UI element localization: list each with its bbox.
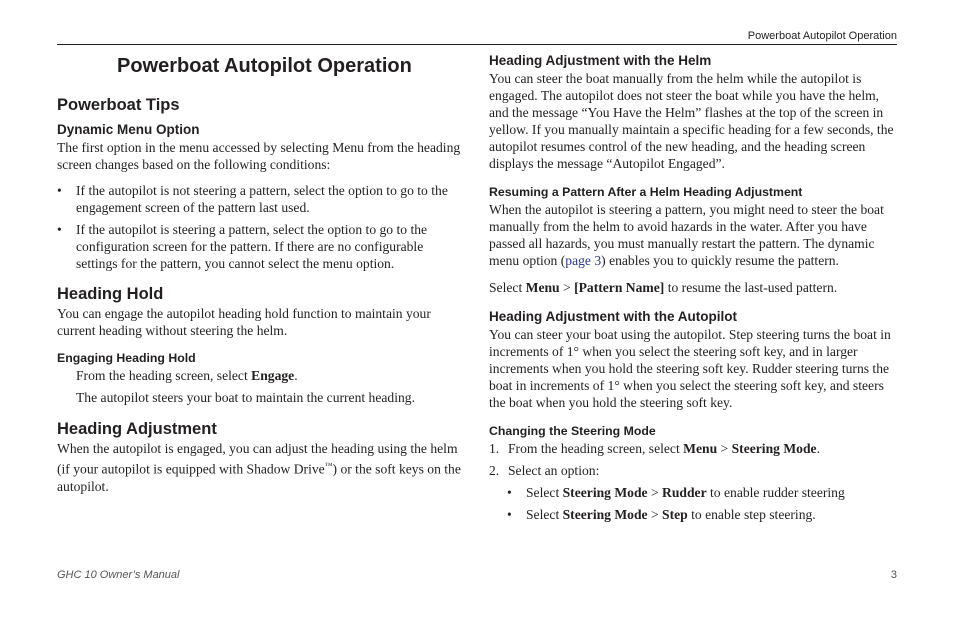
list-item: • If the autopilot is steering a pattern, select the option to go to the configuration screen for the pattern. If there are no configurable settings for the pattern, you cannot select the menu option. xyxy=(57,222,428,271)
list-item: • Select Steering Mode > Rudder to enable rudder steering xyxy=(507,485,845,500)
resume-pattern-heading: Resuming a Pattern After a Helm Heading Adjustment xyxy=(489,185,803,199)
dynamic-menu-list xyxy=(57,182,467,272)
page-3-link[interactable]: page 3 xyxy=(565,253,602,268)
bullet-icon: • xyxy=(57,222,62,237)
steering-mode-steps xyxy=(489,440,899,479)
dynamic-menu-heading: Dynamic Menu Option xyxy=(57,122,200,137)
engaging-result: The autopilot steers your boat to maintain the current heading. xyxy=(76,390,415,405)
bullet-icon: • xyxy=(57,183,62,198)
powerboat-tips-heading: Powerboat Tips xyxy=(57,96,180,114)
bullet-icon: • xyxy=(507,485,512,500)
left-column xyxy=(57,50,467,495)
heading-hold-intro: You can engage the autopilot heading hold function to maintain your current heading without steering the helm. xyxy=(57,306,431,338)
autopilot-adjustment-body: You can steer your boat using the autopilot. Step steering turns the boat in increments of 1° when you select the steering soft key, and in larger increments when you hold the steering soft key. Rudder steering turns the boat in increments of 1° when you select the steering soft key, and steers the boat when you hold the steering soft key. xyxy=(489,327,891,410)
resume-pattern-step: Select Menu > [Pattern Name] to resume the last-used pattern. xyxy=(489,280,838,295)
heading-hold-heading: Heading Hold xyxy=(57,285,164,303)
engage-option: Engage xyxy=(251,368,295,383)
autopilot-adjustment-heading: Heading Adjustment with the Autopilot xyxy=(489,309,737,324)
helm-adjustment-heading: Heading Adjustment with the Helm xyxy=(489,53,712,68)
steering-mode-options xyxy=(489,484,899,523)
list-item: • Select Steering Mode > Step to enable step steering. xyxy=(507,507,816,522)
page-title: Powerboat Autopilot Operation xyxy=(117,55,412,77)
bullet-icon: • xyxy=(507,507,512,522)
engaging-step: From the heading screen, select Engage. xyxy=(76,368,298,383)
header-rule xyxy=(57,44,897,45)
list-item: 2. Select an option: xyxy=(489,463,600,478)
right-column xyxy=(489,50,899,523)
list-item: • If the autopilot is not steering a pattern, select the option to go to the engagement screen of the pattern last used. xyxy=(57,183,448,215)
resume-pattern-body: When the autopilot is steering a pattern, you might need to steer the boat manually from the helm to avoid hazards in the water. After you have passed all hazards, you must manually restart the pattern. The dynamic menu option (page 3) enables you to quickly resume the pattern. xyxy=(489,202,884,268)
dynamic-menu-intro: The first option in the menu accessed by selecting Menu from the heading screen changes based on the following conditions: xyxy=(57,140,461,172)
list-item: 1. From the heading screen, select Menu > Steering Mode. xyxy=(489,441,820,456)
heading-adjustment-heading: Heading Adjustment xyxy=(57,420,217,438)
heading-adjustment-intro: When the autopilot is engaged, you can adjust the heading using the helm (if your autopilot is equipped with Shadow Drive™) or the soft keys on the autopilot. xyxy=(57,441,461,494)
running-header: Powerboat Autopilot Operation xyxy=(747,30,897,42)
engaging-heading-hold-heading: Engaging Heading Hold xyxy=(57,351,196,365)
trademark-symbol: ™ xyxy=(324,461,333,470)
helm-adjustment-body: You can steer the boat manually from the helm while the autopilot is engaged. The autopilot does not steer the boat while you have the helm, and the message “You Have the Helm” flashes at the top of the screen in yellow. If you manually maintain a specific heading for a few seconds, the autopilot resumes control of the new heading, and the heading screen displays the message “Autopilot Engaged”. xyxy=(489,71,894,171)
footer-page-number: 3 xyxy=(890,569,897,581)
footer-manual-title: GHC 10 Owner’s Manual xyxy=(57,569,180,581)
steering-mode-heading: Changing the Steering Mode xyxy=(489,424,656,438)
